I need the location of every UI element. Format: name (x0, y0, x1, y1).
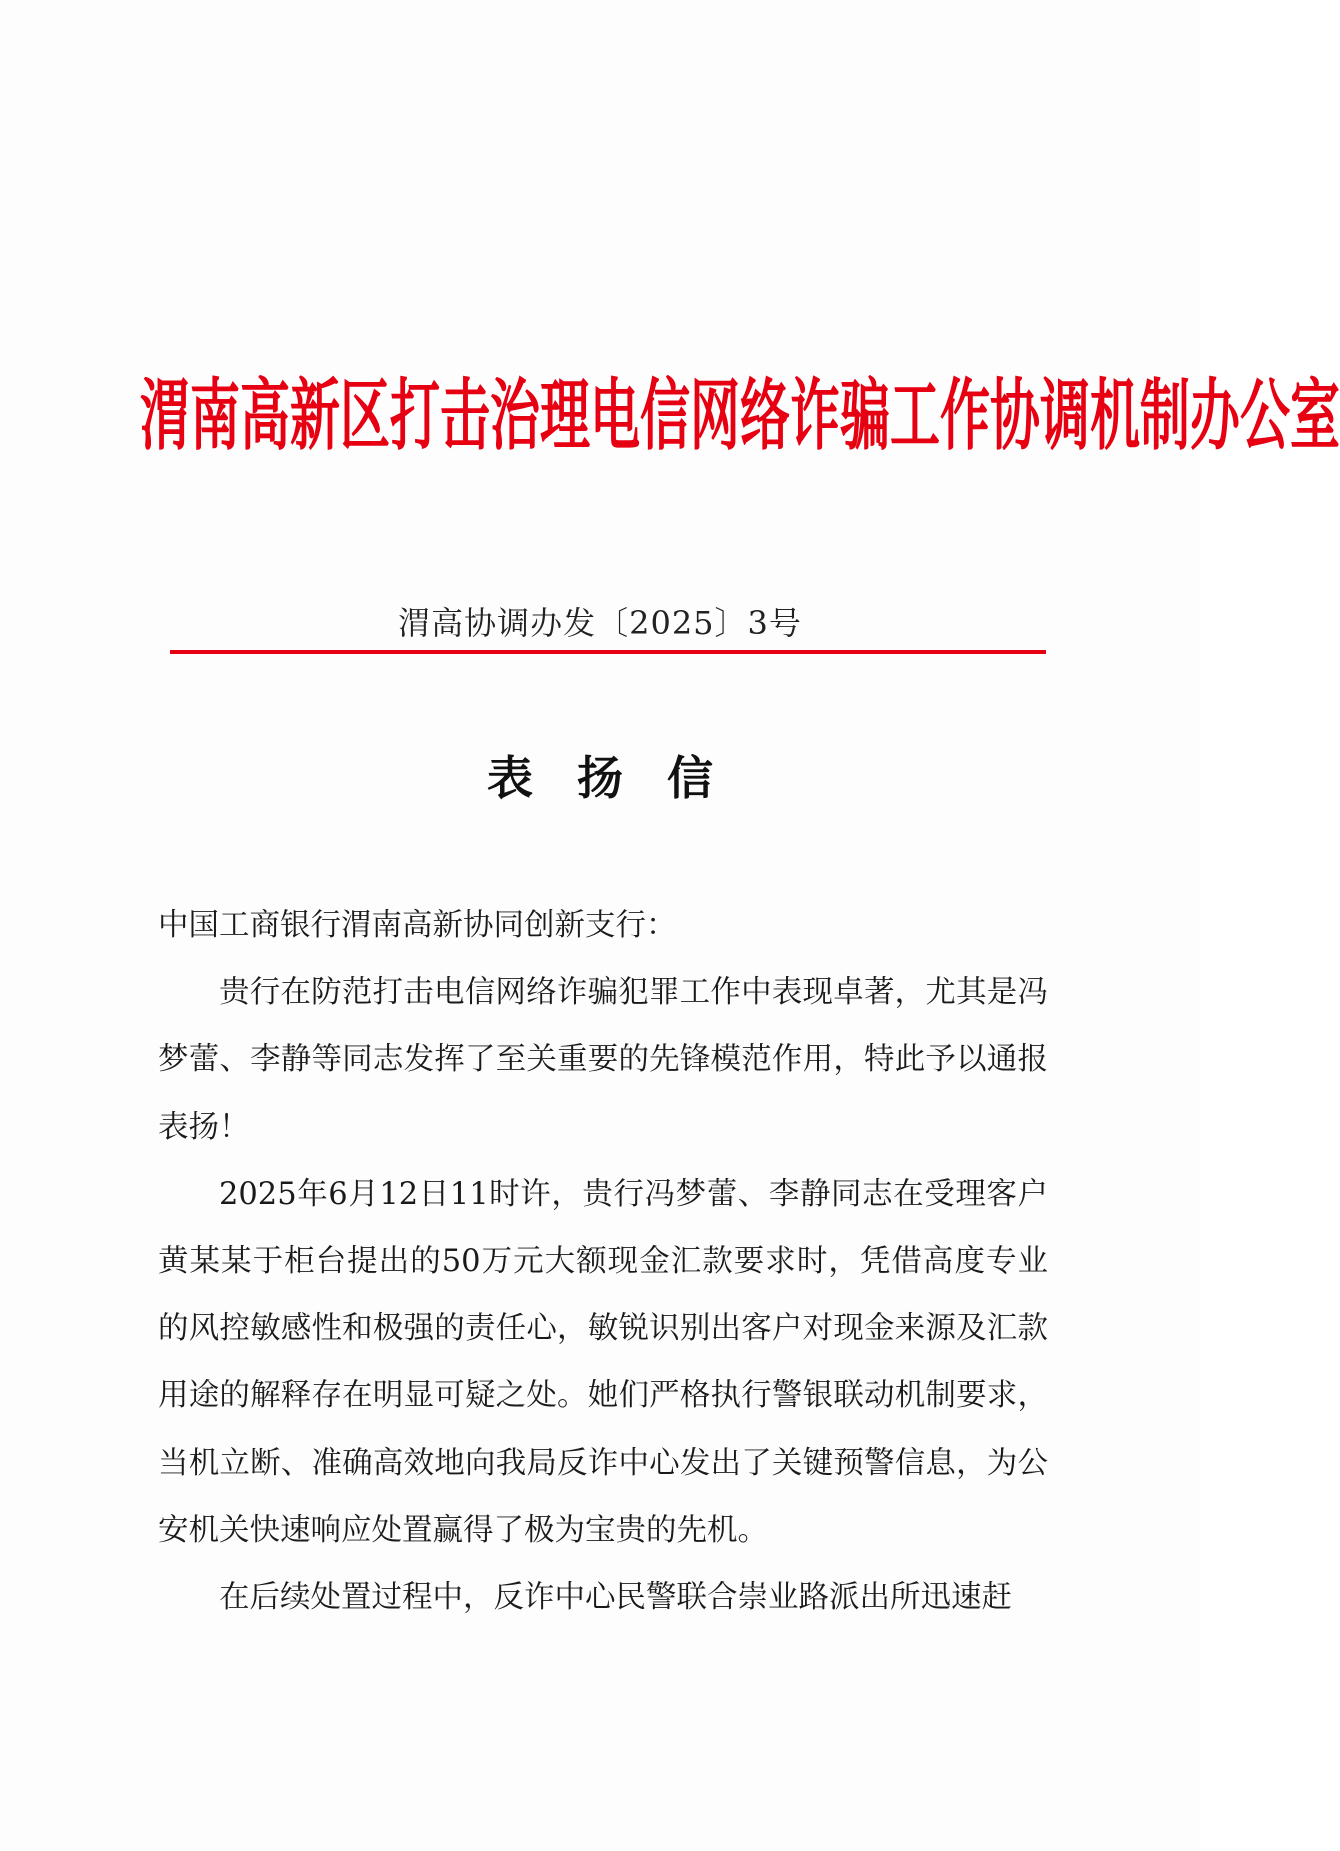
paragraph: 2025年6月12日11时许，贵行冯梦蕾、李静同志在受理客户黄某某于柜台提出的50万元大额现金汇款要求时，凭借高度专业的风控敏感性和极强的责任心，敏锐识别出客户对现金来源及汇款用途的解释存在明显可疑之处。她们严格执行警银联动机制要求，当机立断、准确高效地向我局反诈中心发出了关键预警信息，为公安机关快速响应处置赢得了极为宝贵的先机。 (158, 1176, 1048, 1548)
title-char: 信 (667, 751, 713, 805)
title-char: 扬 (577, 751, 623, 805)
issuing-organization-header: 渭南高新区打击治理电信网络诈骗工作协调机制办公室 (140, 368, 1340, 461)
salutation: 中国工商银行渭南高新协同创新支行： (158, 908, 677, 943)
letter-body (158, 892, 1048, 1631)
document-number: 渭高协调办发〔2025〕3号 (398, 604, 802, 642)
title-char: 表 (487, 751, 533, 805)
paragraph: 贵行在防范打击电信网络诈骗犯罪工作中表现卓著，尤其是冯梦蕾、李静等同志发挥了至关重要的先锋模范作用，特此予以通报表扬！ (158, 975, 1048, 1145)
red-separator-line (170, 650, 1046, 654)
paragraph: 在后续处置过程中，反诈中心民警联合崇业路派出所迅速赶 (219, 1580, 1012, 1616)
document-title (0, 742, 1200, 808)
